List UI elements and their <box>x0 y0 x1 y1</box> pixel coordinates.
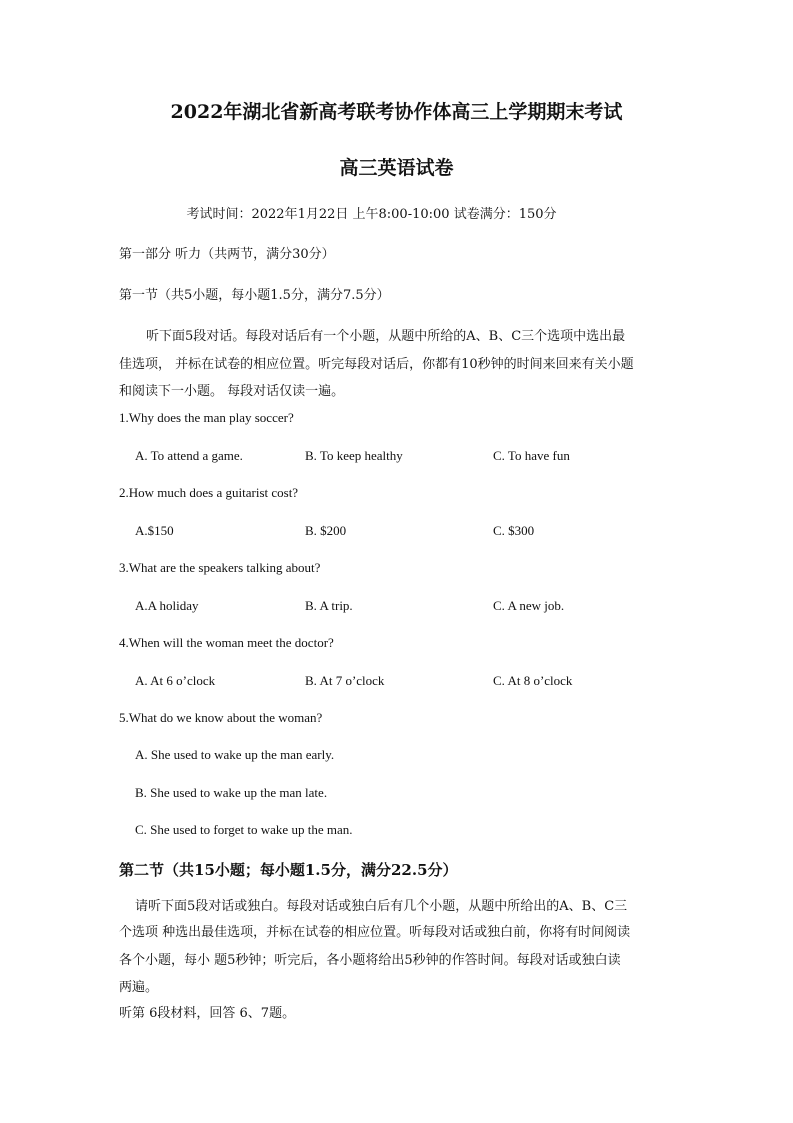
question-4-option-b: B. At 7 o’clock <box>305 673 385 688</box>
section1-instruction-line-3: 和阅读下一小题。 每段对话仅读一遍。 <box>119 384 345 399</box>
question-1-stem: 1.Why does the man play soccer? <box>119 410 294 425</box>
question-3-stem: 3.What are the speakers talking about? <box>119 560 321 575</box>
question-4-option-a: A. At 6 o’clock <box>135 673 216 688</box>
question-5-stem: 5.What do we know about the woman? <box>119 710 323 725</box>
part1-heading: 第一部分 听力（共两节，满分30分） <box>119 247 335 262</box>
material-note: 听第 6段材料，回答 6、7题。 <box>119 1006 296 1021</box>
question-1-option-b: B. To keep healthy <box>305 448 403 463</box>
section1-instruction-line-1: 听下面5段对话。每段对话后有一个小题，从题中所给的A、B、C三个选项中选出最 <box>146 329 626 344</box>
question-4-stem: 4.When will the woman meet the doctor? <box>119 635 334 650</box>
question-4-option-c: C. At 8 o’clock <box>493 673 573 688</box>
question-1-option-a: A. To attend a game. <box>135 448 243 463</box>
question-3-option-b: B. A trip. <box>305 598 353 613</box>
question-5-option-a: A. She used to wake up the man early. <box>135 747 335 762</box>
question-2-option-c: C. $300 <box>493 523 535 538</box>
question-2-option-b: B. $200 <box>305 523 347 538</box>
section2-instruction-line-1: 请听下面5段对话或独白。每段对话或独白后有几个小题，从题中所给出的A、B、C三 <box>135 899 628 914</box>
question-1-option-c: C. To have fun <box>493 448 570 463</box>
question-2-stem: 2.How much does a guitarist cost? <box>119 485 299 500</box>
question-5-option-c: C. She used to forget to wake up the man. <box>135 822 353 837</box>
question-5-option-b: B. She used to wake up the man late. <box>135 785 328 800</box>
section2-instruction-line-2: 个选项 种选出最佳选项，并标在试卷的相应位置。听每段对话或独白前，你将有时间阅读 <box>119 925 631 940</box>
question-3-option-a: A.A holiday <box>135 598 199 613</box>
section2-heading: 第二节（共15小题；每小题1.5分，满分22.5分） <box>119 861 458 879</box>
question-3-option-c: C. A new job. <box>493 598 565 613</box>
section1-heading: 第一节（共5小题，每小题1.5分，满分7.5分） <box>119 288 390 303</box>
question-2-option-a: A.$150 <box>135 523 174 538</box>
exam-title: 2022年湖北省新高考联考协作体高三上学期期末考试 <box>170 101 623 123</box>
exam-subtitle: 高三英语试卷 <box>339 157 454 179</box>
section2-instruction-line-3: 各个小题，每小 题5秒钟；听完后，各小题将给出5秒钟的作答时间。每段对话或独白读 <box>119 953 621 968</box>
section2-instruction-line-4: 两遍。 <box>119 980 159 995</box>
exam-info: 考试时间：2022年1月22日 上午8:00-10:00 试卷满分：150分 <box>186 207 557 222</box>
section1-instruction-line-2: 佳选项， 并标在试卷的相应位置。听完每段对话后，你都有10秒钟的时间来回来有关小题 <box>119 357 634 372</box>
